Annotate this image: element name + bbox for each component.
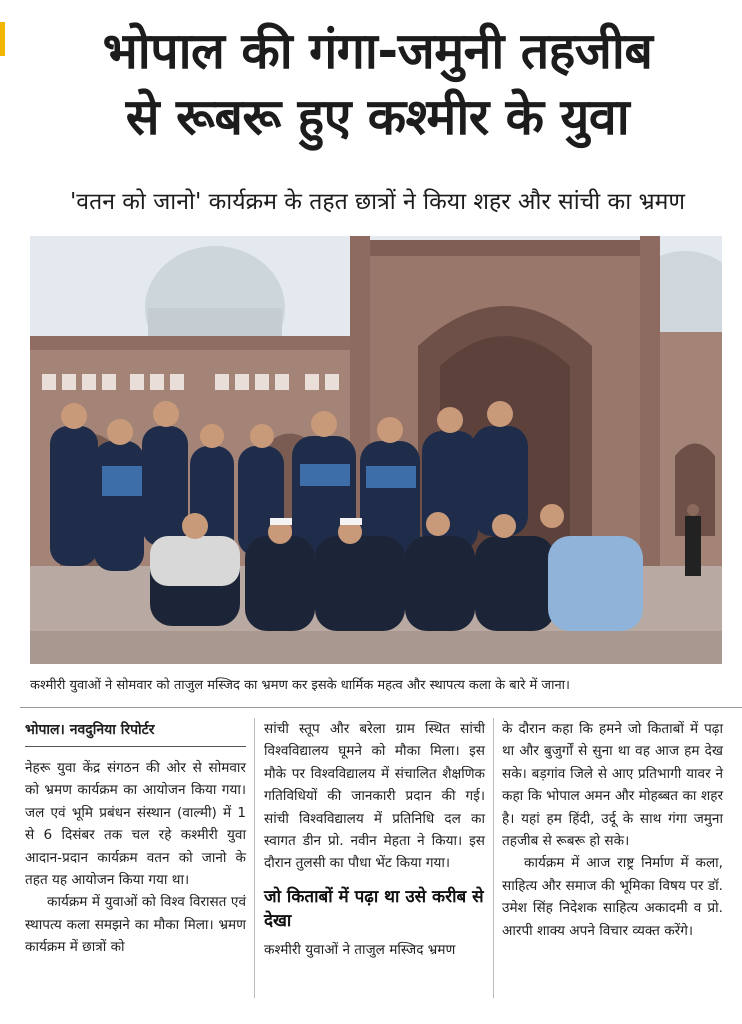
article-column-1 (25, 718, 246, 959)
col3-paragraph-1: के दौरान कहा कि हमने जो किताबों में पढ़ा था और बुजुर्गों से सुना था वह आज हम देख सके। बड़गांव जिले से आए प्रतिभागी यावर ने कहा कि भोपाल अमन और मोहब्बत का शहर है। यहां हम हिंदी, उर्दू के साथ गंगा जमुना तहजीब से रूबरू हो सके। (502, 721, 723, 850)
col3-paragraph-2: कार्यक्रम में आज राष्ट्र निर्माण में कला, साहित्य और समाज की भूमिका विषय पर डॉ. उमेश सिंह निदेशक साहित्य अकादमी व प्रो. आरपी शाक्य अपने विचार व्यक्त करेंगे। (502, 855, 723, 939)
headline (20, 18, 735, 150)
news-photo (30, 236, 722, 664)
photo-caption: कश्मीरी युवाओं ने सोमवार को ताजुल मस्जिद का भ्रमण कर इसके धार्मिक महत्व और स्थापत्य कला के बारे में जाना। (30, 678, 570, 693)
col1-paragraph-1: नेहरू युवा केंद्र संगठन की ओर से सोमवार को भ्रमण कार्यक्रम का आयोजन किया गया। जल एवं भूमि प्रबंधन संस्थान (वाल्मी) में 1 से 6 दिसंबर तक चल रहे कश्मीरी युवा आदान-प्रदान कार्यक्रम वतन को जानो के तहत यह आयोजन किया गया था। (25, 760, 246, 889)
col2-paragraph-1: सांची स्तूप और बरेला ग्राम स्थित सांची विश्वविद्यालय घूमने को मौका मिला। इस मौके पर विश्वविद्यालय में संचालित शैक्षणिक गतिविधियों की जानकारी प्रदान की गई। सांची विश्वविद्यालय में प्रतिनिधि दल का स्वागत डीन प्रो. नवीन मेहता ने किया। इस दौरान तुलसी का पौधा भेंट किया गया। (264, 721, 485, 872)
col2-paragraph-2: कश्मीरी युवाओं ने ताजुल मस्जिद भ्रमण (264, 941, 456, 958)
caption-divider (20, 707, 742, 708)
accent-bar (0, 22, 5, 56)
headline-line-2: से रूबरू हुए कश्मीर के युवा (125, 88, 630, 146)
section-subtitle: जो किताबों में पढ़ा था उसे करीब से देखा (264, 886, 484, 931)
subheadline: 'वतन को जानो' कार्यक्रम के तहत छात्रों ने किया शहर और सांची का भ्रमण (69, 189, 686, 215)
byline: भोपाल। नवदुनिया रिपोर्टर (25, 718, 246, 747)
column-divider-2 (493, 718, 494, 998)
headline-line-1: भोपाल की गंगा-जमुनी तहजीब (102, 22, 653, 80)
col1-paragraph-2: कार्यक्रम में युवाओं को विश्व विरासत एवं स्थापत्य कला समझने का मौका मिला। भ्रमण कार्यक्रम में छात्रों को (25, 894, 246, 956)
column-divider-1 (254, 718, 255, 998)
article-column-2 (264, 718, 485, 961)
article-column-3 (502, 718, 723, 942)
